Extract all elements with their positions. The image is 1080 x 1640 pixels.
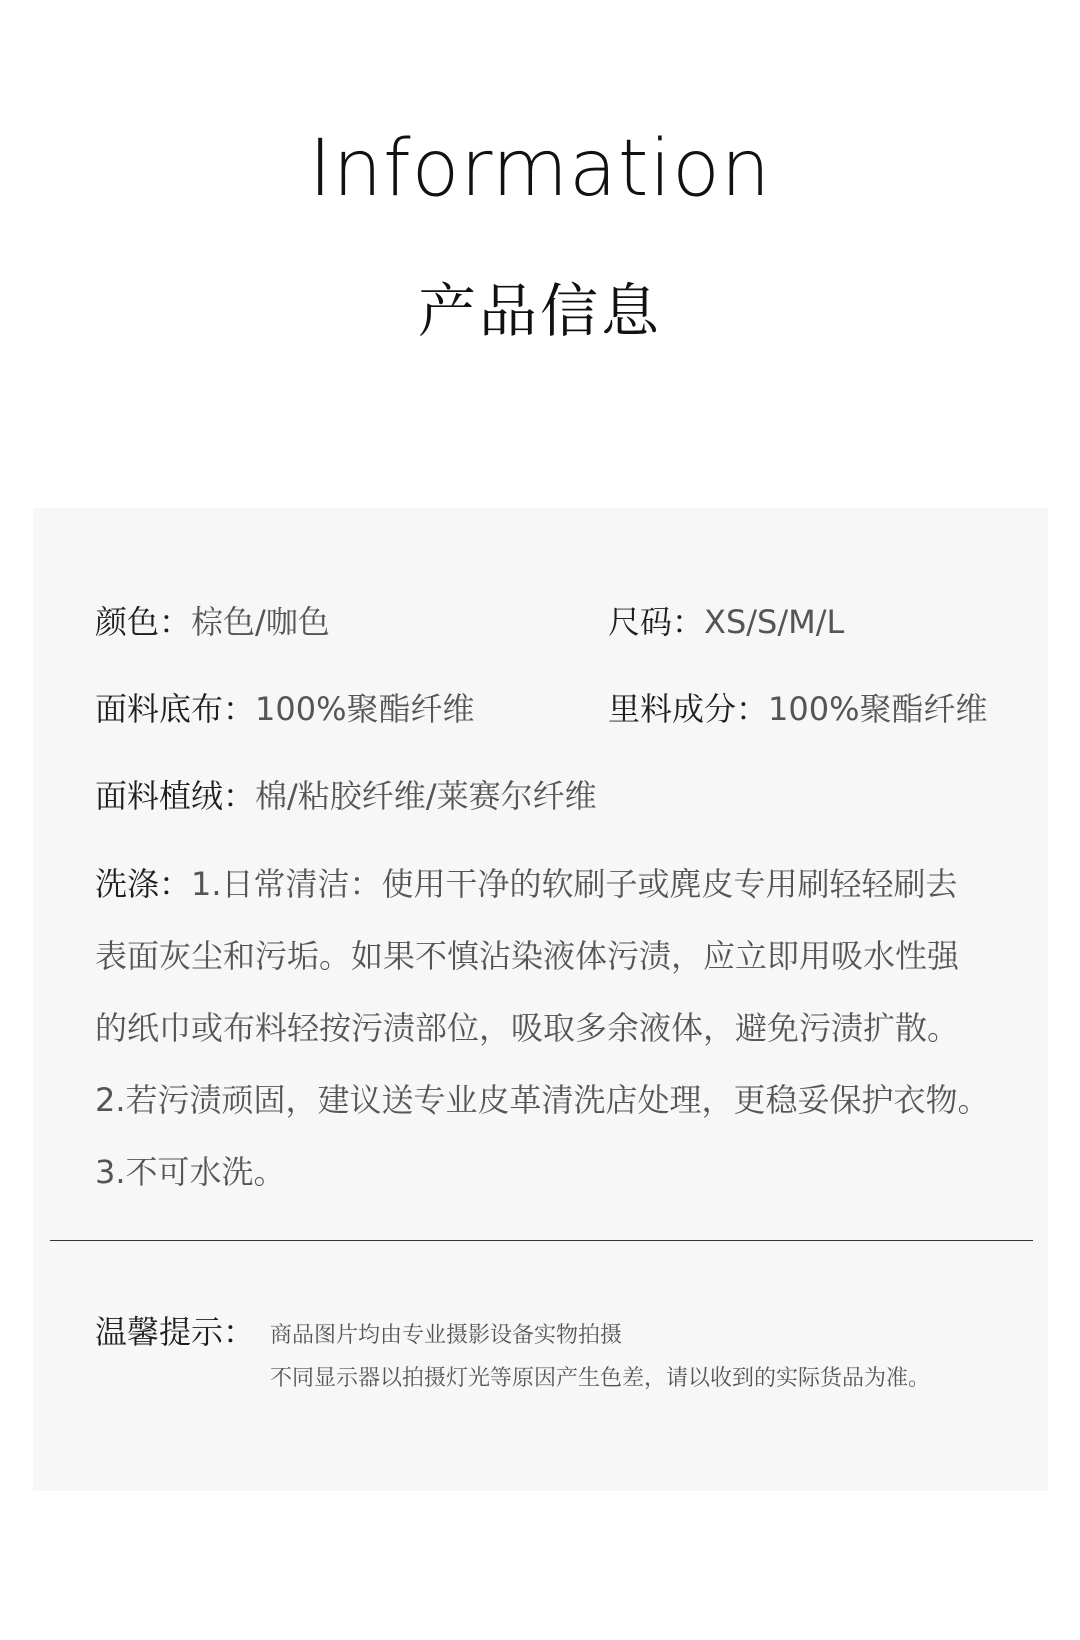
spec-pile-value: 棉/粘胶纤维/莱赛尔纤维 [255, 777, 597, 815]
spec-lining-label: 里料成分： [608, 690, 769, 728]
spec-size [608, 603, 845, 641]
info-panel [33, 508, 1048, 1491]
spec-fabric-label: 面料底布： [95, 690, 256, 728]
title-english: Information [308, 124, 772, 214]
spec-color-value: 棕色/咖色 [191, 603, 330, 641]
spec-color-label: 颜色： [95, 603, 192, 641]
tips-label: 温馨提示： [95, 1313, 256, 1351]
wash-line-text: 1.日常清洁：使用干净的软刷子或麂皮专用刷轻轻刷去 [191, 865, 958, 903]
divider [50, 1240, 1033, 1241]
wash-instructions [95, 848, 1040, 1208]
spec-size-value: XS/S/M/L [704, 603, 845, 641]
tips-line: 不同显示器以拍摄灯光等原因产生色差，请以收到的实际货品为准。 [270, 1366, 931, 1391]
spec-fabric-value: 100%聚酯纤维 [255, 690, 475, 728]
spec-color [95, 603, 330, 641]
tips-text [270, 1314, 930, 1400]
title-chinese: 产品信息 [417, 277, 662, 345]
spec-size-label: 尺码： [608, 603, 705, 641]
wash-line: 表面灰尘和污垢。如果不慎沾染液体污渍，应立即用吸水性强 [95, 937, 960, 975]
spec-pile [95, 777, 597, 815]
wash-line [95, 848, 1040, 920]
wash-line: 2.若污渍顽固，建议送专业皮革清洗店处理，更稳妥保护衣物。 [95, 1081, 990, 1119]
wash-line: 3.不可水洗。 [95, 1153, 286, 1191]
tips-line: 商品图片均由专业摄影设备实物拍摄 [270, 1323, 623, 1348]
spec-pile-label: 面料植绒： [95, 777, 256, 815]
spec-lining-value: 100%聚酯纤维 [768, 690, 988, 728]
wash-label: 洗涤： [95, 865, 192, 903]
wash-line: 的纸巾或布料轻按污渍部位，吸取多余液体，避免污渍扩散。 [95, 1009, 960, 1047]
spec-lining [608, 690, 988, 728]
spec-fabric [95, 690, 475, 728]
